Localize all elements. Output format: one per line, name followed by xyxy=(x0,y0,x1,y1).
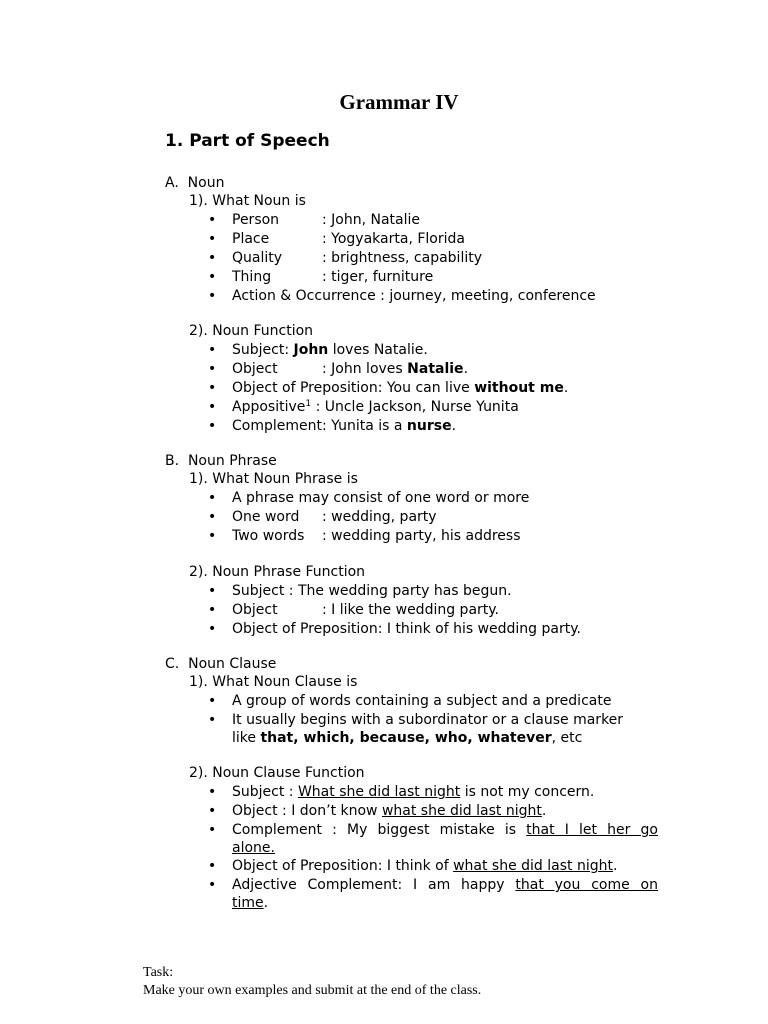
bullet-icon: • xyxy=(208,269,217,285)
bullet-icon: • xyxy=(208,693,217,709)
subheading-noun-phrase-function: 2). Noun Phrase Function xyxy=(189,564,366,580)
subsection-heading-b: B. Noun Phrase xyxy=(165,453,277,469)
bullet-icon: • xyxy=(208,509,217,525)
document-page: Grammar IV 1. Part of Speech A. Noun 1). What Noun is • Person : John, Natalie • Place : Yogyakarta, Florida • Quality : brightness, capability • Thing : tiger, furniture • Action & Occurrence : journey, meeting, conference 2). Noun Function • Subject: John loves Natalie. • Object : John loves Natalie. • Object of Preposition: You can live without me. • Appositive$^1$ : Uncle Jackson, Nurse Yunita • Complement: Yunita is a nurse. B. Noun Phrase 1). What Noun Phrase is • A phrase may consist of one word or more • One word : wedding, party • Two words : wedding party, his address 2). Noun Phrase Function • Subject : The wedding party has begun. • Object : I like the wedding party. • Object of Preposition: I think of his wedding party. C. Noun Clause 1). What Noun Clause is • A group of words containing a subject and a predicate • It usually begins with a subordinator or a clause marker like that, which, because, who, whatever, etc 2). Noun Clause Function • Subject : What she did last night is not my concern. • Object : I don’t know what she did last night. • Complement : My biggest mistake is that I let her go alone. • Object of Preposition: I think of what she did last night. • Adjective Complement: I am happy that you come on time. Task: Make your own examples and submit at the end of the class. xyxy=(0,0,768,1024)
footnote-marker: 1 xyxy=(305,399,312,409)
bullet-icon: • xyxy=(208,858,217,874)
task-label: Task: xyxy=(143,965,174,980)
bullet-icon: • xyxy=(208,602,217,618)
bullet-icon: • xyxy=(208,583,217,599)
bullet-icon: • xyxy=(208,288,217,304)
document-title: Grammar IV xyxy=(339,90,459,114)
bullet-icon: • xyxy=(208,712,217,728)
bullet-icon: • xyxy=(208,361,217,377)
bullet-icon: • xyxy=(208,822,217,838)
section-heading: 1. Part of Speech xyxy=(165,131,330,151)
bullet-icon: • xyxy=(208,342,217,358)
subheading-what-noun-phrase: 1). What Noun Phrase is xyxy=(189,471,358,487)
task-text: Make your own examples and submit at the end of the class. xyxy=(143,983,482,998)
subheading-noun-clause-function: 2). Noun Clause Function xyxy=(189,765,365,781)
bullet-icon: • xyxy=(208,231,217,247)
bullet-icon: • xyxy=(208,418,217,434)
subheading-what-noun-clause: 1). What Noun Clause is xyxy=(189,674,358,690)
bullet-icon: • xyxy=(208,784,217,800)
bullet-icon: • xyxy=(208,803,217,819)
bullet-icon: • xyxy=(208,399,217,415)
list-item-continuation: alone. xyxy=(232,840,275,856)
bullet-icon: • xyxy=(208,490,217,506)
bullet-icon: • xyxy=(208,212,217,228)
subheading-noun-function: 2). Noun Function xyxy=(189,323,314,339)
bullet-icon: • xyxy=(208,250,217,266)
subsection-heading-c: C. Noun Clause xyxy=(165,656,277,672)
subsection-heading-a: A. Noun xyxy=(165,175,225,191)
list-item-continuation: like that, which, because, who, whatever, etc xyxy=(232,730,583,746)
list-item-continuation: time. xyxy=(232,895,269,911)
bullet-icon: • xyxy=(208,380,217,396)
bullet-icon: • xyxy=(208,528,217,544)
bullet-icon: • xyxy=(208,877,217,893)
subheading-what-noun: 1). What Noun is xyxy=(189,193,306,209)
bullet-icon: • xyxy=(208,621,217,637)
